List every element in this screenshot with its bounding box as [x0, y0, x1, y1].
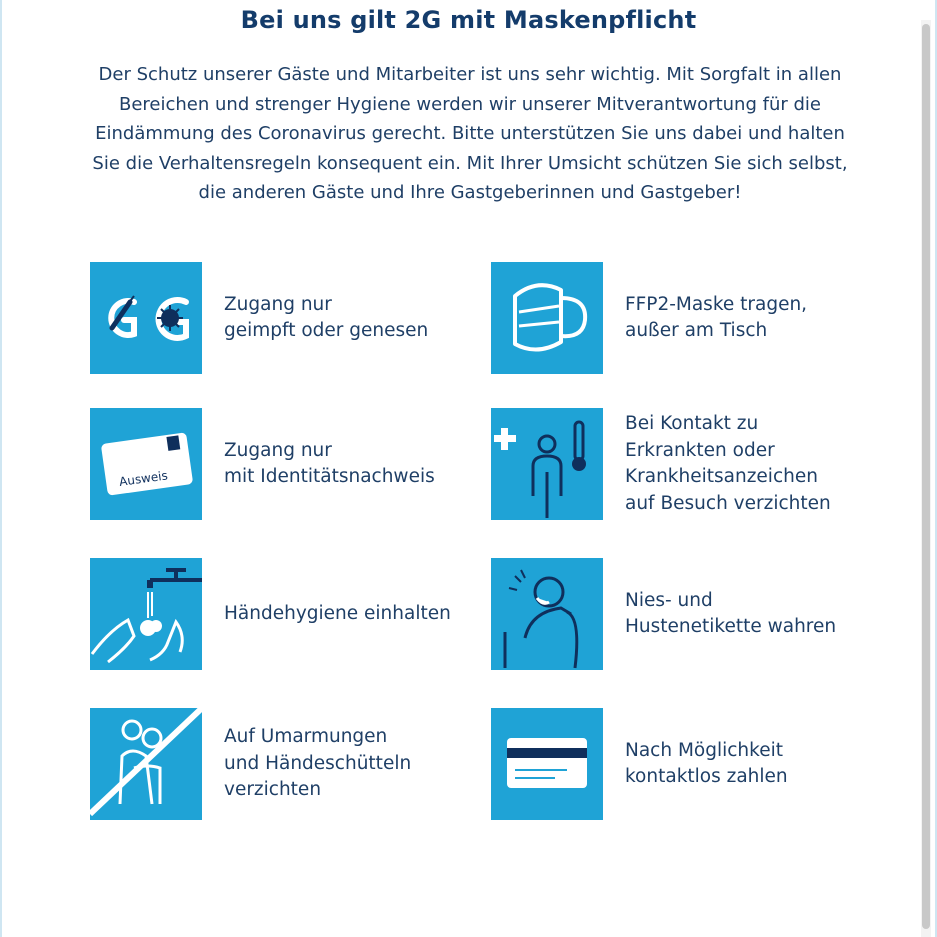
intro-line: Eindämmung des Coronavirus gerecht. Bitte unterstützen Sie uns dabei und halten	[95, 123, 845, 145]
rule-no-hugging	[90, 708, 490, 823]
rule-label: Zugang nur geimpft oder genesen	[224, 293, 429, 341]
intro-line: Der Schutz unserer Gäste und Mitarbeiter ist uns sehr wichtig. Mit Sorgfalt in allen	[98, 64, 842, 85]
rule-label: Nies- und Hustenetikette wahren	[625, 589, 837, 637]
rule-label: Auf Umarmungen und Händeschütteln verzichten	[224, 726, 412, 801]
rule-label: Nach Möglichkeit kontaktlos zahlen	[625, 739, 788, 787]
intro-line: Sie die Verhaltensregeln konsequent ein. Mit Ihrer Umsicht schützen Sie sich selbst,	[92, 152, 848, 174]
rule-label: FFP2-Maske tragen, außer am Tisch	[625, 293, 808, 341]
rule-ffp2-mask	[491, 262, 891, 377]
intro-line: die anderen Gäste und Ihre Gastgeberinnen und Gastgeber!	[198, 182, 742, 204]
rule-cough-etiquette	[491, 558, 891, 673]
rule-2g	[90, 262, 490, 377]
rule-id-card	[90, 408, 490, 523]
rule-contactless-payment	[491, 708, 891, 823]
rule-label: Bei Kontakt zu Erkrankten oder Krankheitsanzeichen auf Besuch verzichten	[625, 413, 831, 514]
ffp2-mask-icon	[491, 262, 603, 374]
cough-sneeze-icon	[491, 558, 603, 670]
intro-text	[55, 60, 885, 208]
sick-person-thermometer-icon	[491, 408, 603, 520]
hand-washing-icon	[90, 558, 202, 670]
page-title: Bei uns gilt 2G mit Maskenpflicht	[240, 6, 697, 34]
2g-vaccine-virus-icon	[90, 262, 202, 374]
rule-label: Händehygiene einhalten	[224, 602, 451, 624]
scrollbar-thumb[interactable]	[922, 24, 930, 929]
rule-sick-contact	[491, 408, 891, 523]
intro-line: Bereichen und strenger Hygiene werden wir unserer Mitverantwortung für die	[119, 93, 821, 115]
rule-label: Zugang nur mit Identitätsnachweis	[224, 439, 435, 487]
id-card-icon	[90, 408, 202, 520]
no-hugging-icon	[90, 708, 202, 820]
id-card-text: Ausweis	[118, 468, 169, 489]
rule-hand-hygiene	[90, 558, 490, 673]
credit-card-icon	[491, 708, 603, 820]
